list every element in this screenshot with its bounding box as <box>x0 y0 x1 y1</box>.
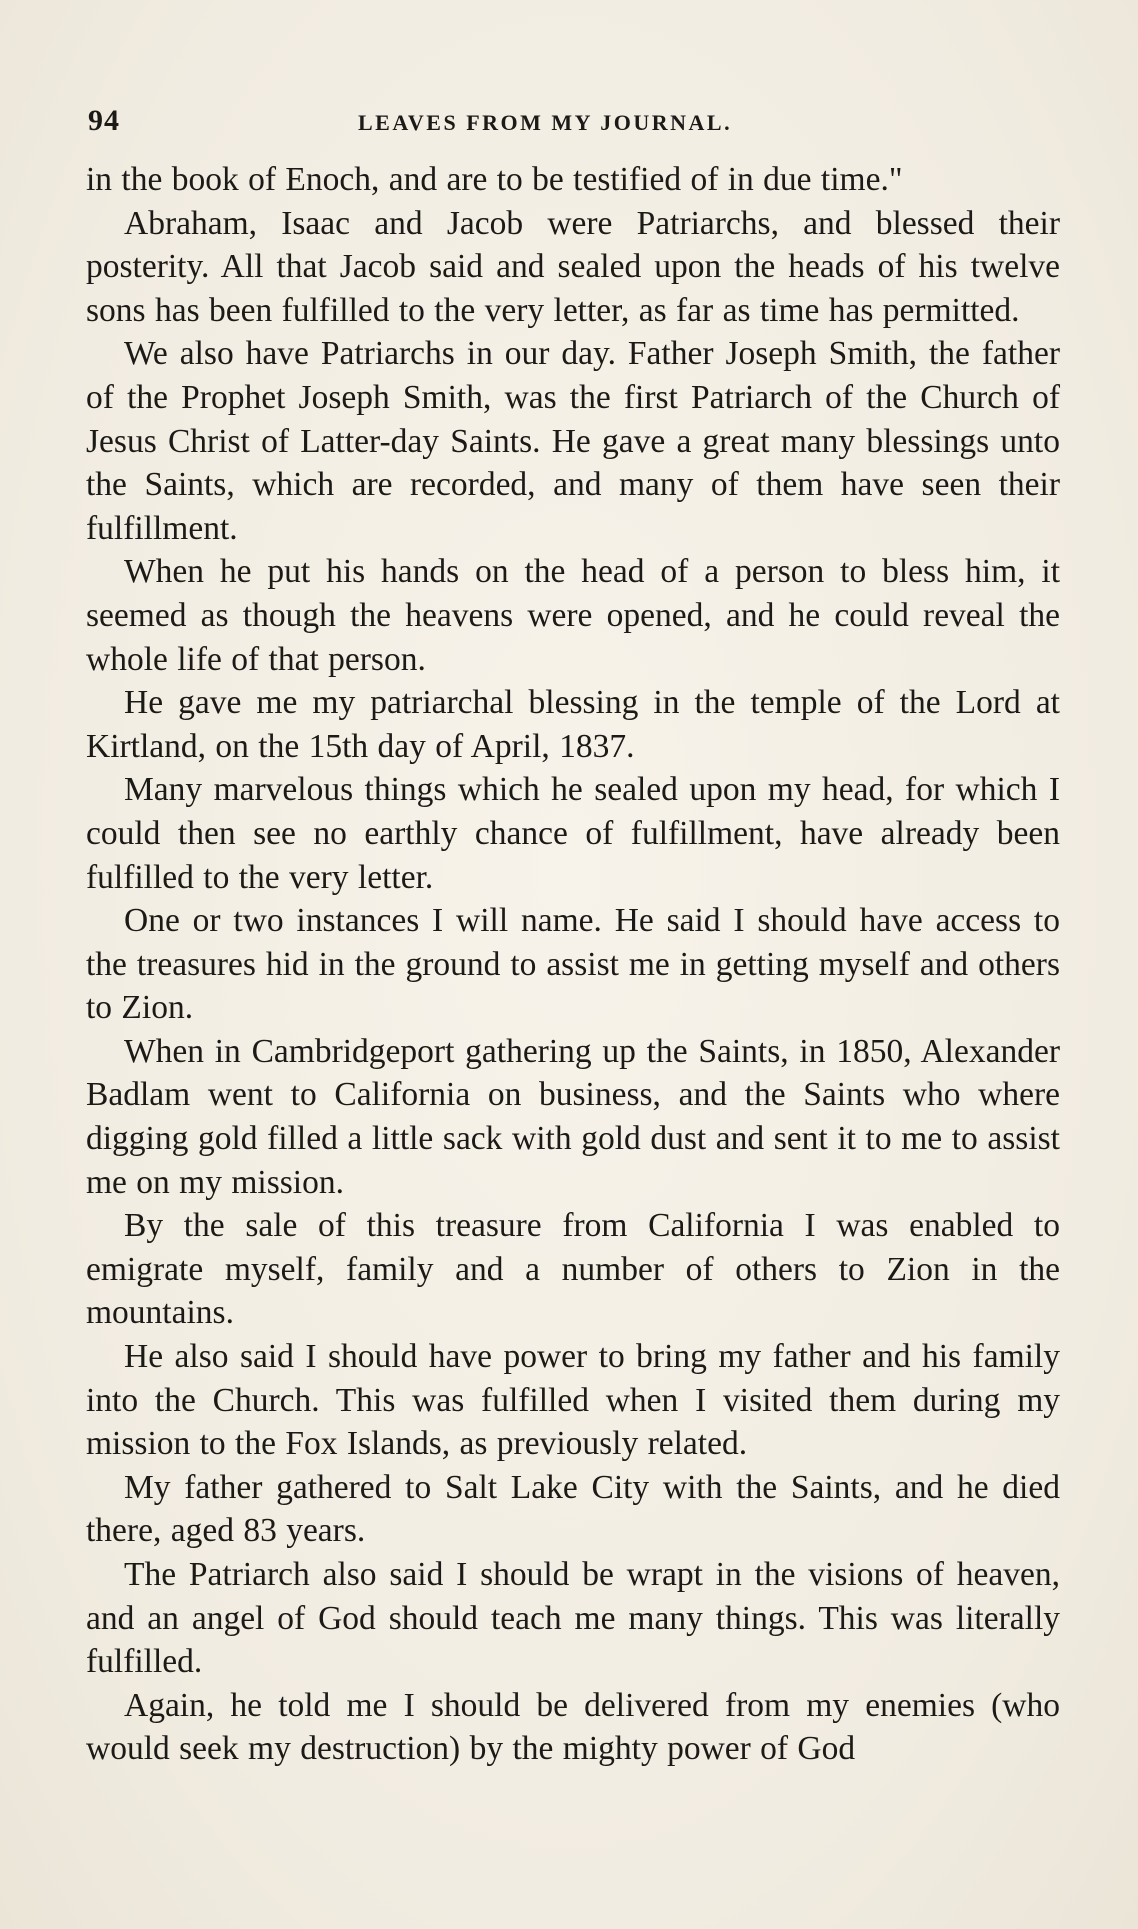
running-head: LEAVES FROM MY JOURNAL. <box>358 110 733 135</box>
paragraph: Abraham, Isaac and Jacob were Patriarchs, and blessed their posterity. All that Jacob said and sealed upon the heads of his twelve sons has been fulfilled to the very letter, as far as time has permitted. <box>86 204 1060 329</box>
paragraph: My father gathered to Salt Lake City with the Saints, and he died there, aged 83 years. <box>86 1468 1060 1550</box>
paragraph: When in Cambridgeport gathering up the Saints, in 1850, Alexander Badlam went to California on business, and the Saints who where digging gold filled a little sack with gold dust and sent it to me to assist me on my mission. <box>86 1032 1060 1201</box>
body-text <box>86 158 1060 1771</box>
paragraph: He also said I should have power to bring my father and his family into the Church. This was fulfilled when I visited them during my mission to the Fox Islands, as previously related. <box>86 1338 1060 1463</box>
paragraph: in the book of Enoch, and are to be testified of in due time." <box>86 161 903 198</box>
paragraph: He gave me my patriarchal blessing in the temple of the Lord at Kirtland, on the 15th day of April, 1837. <box>86 684 1060 765</box>
paragraph: One or two instances I will name. He said I should have access to the treasures hid in the ground to assist me in getting myself and others to Zion. <box>86 902 1060 1027</box>
paragraph: We also have Patriarchs in our day. Father Joseph Smith, the father of the Prophet Joseph Smith, was the first Patriarch of the Church of Jesus Christ of Latter-day Saints. He gave a great many blessings unto the Saints, which are recorded, and many of them have seen their fulfillment. <box>86 335 1060 547</box>
paragraph: By the sale of this treasure from California I was enabled to emigrate myself, family and a number of others to Zion in the mountains. <box>86 1207 1060 1332</box>
paragraph: The Patriarch also said I should be wrapt in the visions of heaven, and an angel of God should teach me many things. This was literally fulfilled. <box>86 1556 1060 1681</box>
paragraph: When he put his hands on the head of a person to bless him, it seemed as though the heavens were opened, and he could reveal the whole life of that person. <box>86 553 1060 678</box>
paragraph: Many marvelous things which he sealed upon my head, for which I could then see no earthly chance of fulfillment, have already been fulfilled to the very letter. <box>86 771 1060 896</box>
page-number: 94 <box>88 104 120 137</box>
page-header <box>88 104 1060 144</box>
paragraph: Again, he told me I should be delivered from my enemies (who would seek my destruction) by the mighty power of God <box>86 1686 1060 1768</box>
